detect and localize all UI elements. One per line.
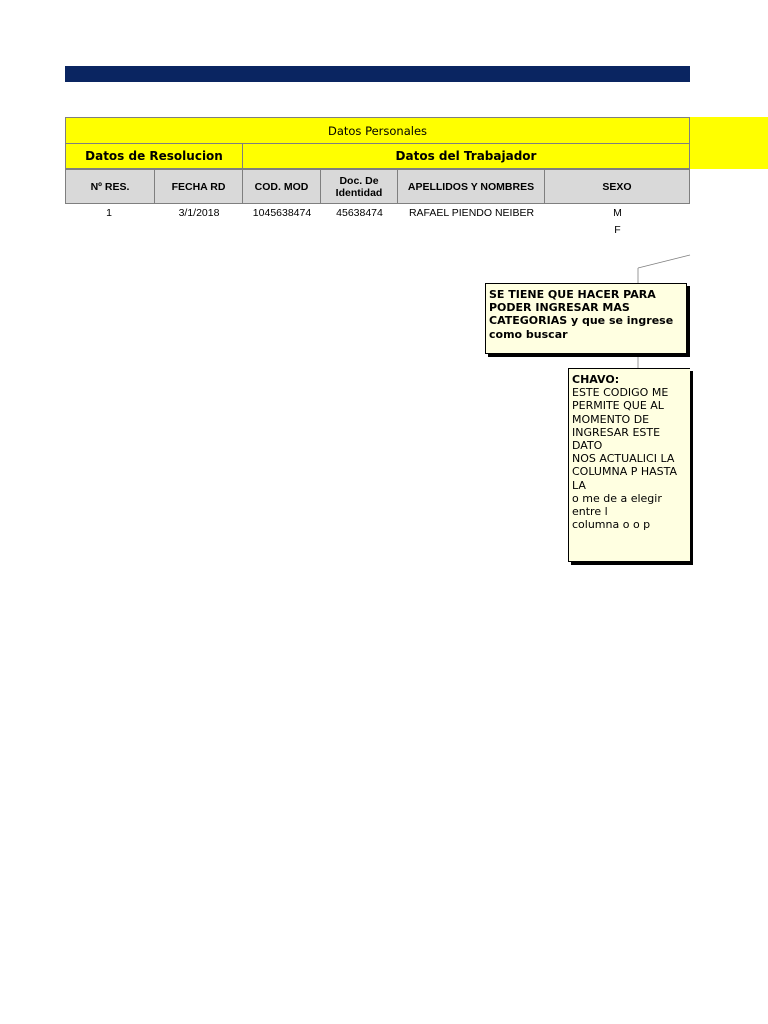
col-header-nombres[interactable]: APELLIDOS Y NOMBRES: [398, 169, 545, 204]
header-datos-trabajador: Datos del Trabajador: [243, 143, 690, 169]
comment-note-chavo[interactable]: [568, 368, 690, 562]
header-datos-resolucion: Datos de Resolucion: [65, 143, 243, 169]
cell-nres[interactable]: 1: [106, 207, 112, 219]
header-datos-personales: Datos Personales: [65, 117, 690, 143]
cell-nombre[interactable]: RAFAEL PIENDO NEIBER: [408, 207, 535, 219]
col-header-codmod[interactable]: COD. MOD: [243, 169, 321, 204]
comment-author: CHAVO:: [572, 373, 620, 386]
cell-codmod[interactable]: 1045638474: [252, 207, 312, 219]
cell-doc[interactable]: 45638474: [336, 207, 383, 219]
col-header-doc[interactable]: Doc. De Identidad: [321, 169, 398, 204]
col-header-nres[interactable]: Nº RES.: [65, 169, 155, 204]
col-header-fecha[interactable]: FECHA RD: [155, 169, 243, 204]
cell-sexo-f[interactable]: F: [614, 224, 621, 236]
cell-sexo-m[interactable]: M: [613, 207, 622, 219]
comment-body: ESTE CODIGO ME PERMITE QUE AL MOMENTO DE INGRESAR ESTE DATO NOS ACTUALICI LA COLUMNA P HASTA LA o me de a elegir entre l columna o o p: [572, 386, 678, 532]
col-header-sexo[interactable]: SEXO: [545, 169, 690, 204]
comment-note-categorias[interactable]: SE TIENE QUE HACER PARA PODER INGRESAR MAS CATEGORIAS y que se ingrese como buscar: [485, 283, 687, 354]
cell-fecha[interactable]: 3/1/2018: [178, 207, 220, 219]
